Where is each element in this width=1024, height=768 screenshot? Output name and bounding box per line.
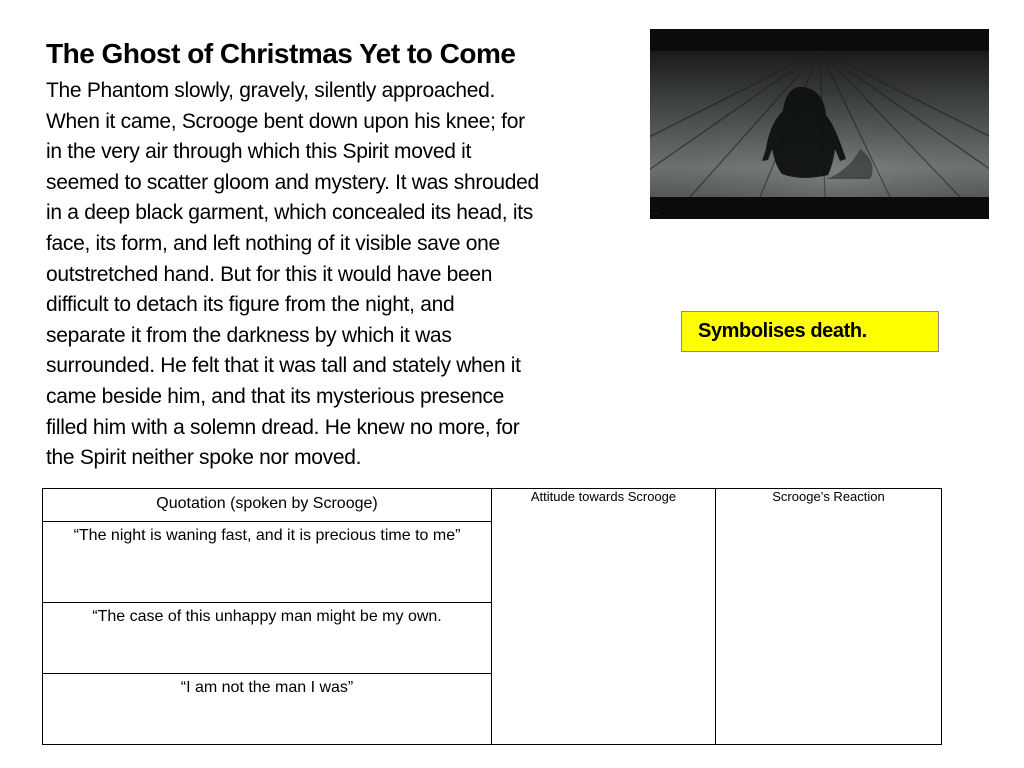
passage-line: separate it from the darkness by which it was [46, 323, 452, 347]
header-attitude: Attitude towards Scrooge [492, 489, 716, 745]
symbolism-callout: Symbolises death. [681, 311, 939, 352]
passage-line: When it came, Scrooge bent down upon his knee; for [46, 109, 525, 133]
quotation-table [42, 488, 942, 745]
passage-line: The Phantom slowly, gravely, silently approached. [46, 79, 496, 102]
ghost-image [650, 29, 989, 219]
svg-text:·····: ····· [652, 211, 659, 216]
quote-cell[interactable]: “The night is waning fast, and it is precious time to me” [43, 522, 492, 603]
passage-line: the Spirit neither spoke nor moved. [46, 446, 362, 470]
table-header-row [43, 489, 942, 522]
passage-line: seemed to scatter gloom and mystery. It was shrouded [46, 170, 539, 194]
story-passage [46, 76, 621, 474]
passage-line: difficult to detach its figure from the night, and [46, 293, 455, 317]
passage-line: in the very air through which this Spirit moved it [46, 140, 472, 164]
passage-line: surrounded. He felt that it was tall and stately when it [46, 354, 521, 378]
passage-line: outstretched hand. But for this it would have been [46, 262, 493, 286]
quote-cell[interactable]: “The case of this unhappy man might be my own. [43, 603, 492, 674]
header-quotation: Quotation (spoken by Scrooge) [43, 489, 492, 522]
quote-cell[interactable]: “I am not the man I was” [43, 674, 492, 745]
passage-line: in a deep black garment, which concealed its head, its [46, 201, 533, 225]
page-title: The Ghost of Christmas Yet to Come [46, 38, 516, 69]
passage-line: filled him with a solemn dread. He knew no more, for [46, 415, 520, 439]
passage-line: face, its form, and left nothing of it visible save one [46, 231, 500, 255]
passage-line: came beside him, and that its mysterious presence [46, 384, 505, 408]
header-reaction: Scrooge’s Reaction [716, 489, 942, 745]
